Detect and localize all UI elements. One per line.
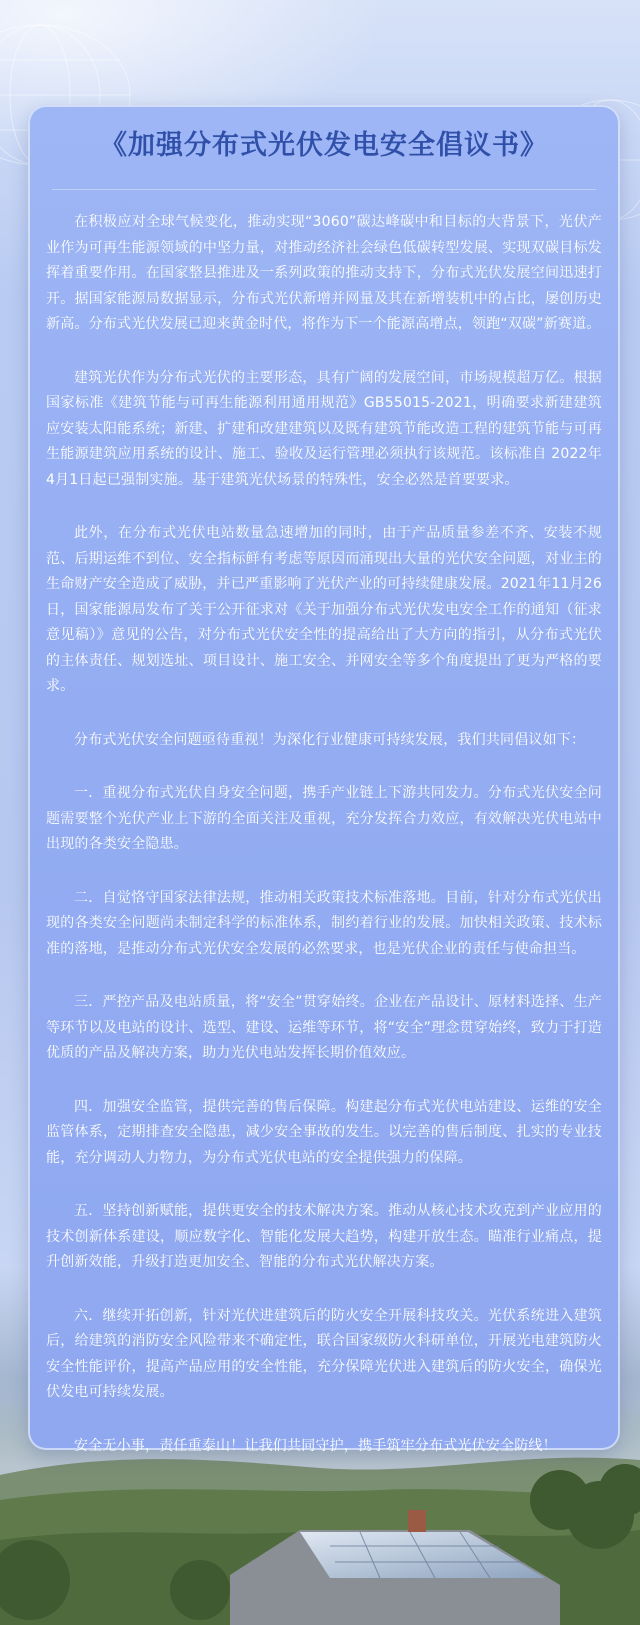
paragraph-proposal-lead: 分布式光伏安全问题亟待重视！为深化行业健康可持续发展，我们共同倡议如下： bbox=[74, 731, 586, 748]
paragraph-building-pv: 建筑光伏作为分布式光伏的主要形态，具有广阔的发展空间，市场规模超万亿。根据国家标准《建筑节能与可再生能源利用通用规范》GB55015-2021，明确要求新建建筑应安装太阳能系统；新建、扩建和改建建筑以及既有建筑节能改造工程的建筑节能与可再生能源建筑应用系统的设计、施工、验收及运行管理必须执行该规范。该标准自 2022年4月1日起已强制实施。基于建筑光伏场景的特殊性，安全必然是首要要求。 bbox=[46, 369, 602, 488]
page-title: 《加强分布式光伏发电安全倡议书》 bbox=[100, 130, 548, 161]
paragraph-safety-issues: 此外，在分布式光伏电站数量急速增加的同时，由于产品质量参差不齐、安装不规范、后期运维不到位、安全指标鲜有考虑等原因而涌现出大量的光伏安全问题，对业主的生命财产安全造成了威胁，并已严重影响了光伏产业的可持续健康发展。2021年11月26日，国家能源局发布了关于公开征求对《关于加强分布式光伏发电安全工作的通知（征求意见稿）》意见的公告，对分布式光伏安全性的提高给出了大方向的指引，从分布式光伏的主体责任、规划选址、项目设计、施工安全、并网安全等多个角度提出了更为严格的要求。 bbox=[46, 525, 602, 694]
proposal-item-5: 五．坚持创新赋能，提供更安全的技术解决方案。推动从核心技术攻克到产业应用的技术创新体系建设，顺应数字化、智能化发展大趋势，构建开放生态。瞄准行业痛点，提升创新效能，升级打造更加安全、智能的分布式光伏解决方案。 bbox=[46, 1203, 602, 1270]
proposal-item-3: 三．严控产品及电站质量，将“安全”贯穿始终。企业在产品设计、原材料选择、生产等环节以及电站的设计、选型、建设、运维等环节，将“安全”理念贯穿始终，致力于打造优质的产品及解决方案，助力光伏电站发挥长期价值效应。 bbox=[46, 994, 602, 1061]
proposal-item-1: 一．重视分布式光伏自身安全问题，携手产业链上下游共同发力。分布式光伏安全问题需要整个光伏产业上下游的全面关注及重视，充分发挥合力效应，有效解决光伏电站中出现的各类安全隐患。 bbox=[46, 785, 602, 852]
proposal-item-2: 二．自觉恪守国家法律法规，推动相关政策技术标准落地。目前，针对分布式光伏出现的各类安全问题尚未制定科学的标准体系，制约着行业的发展。加快相关政策、技术标准的落地，是推动分布式光伏安全发展的必然要求，也是光伏企业的责任与使命担当。 bbox=[46, 889, 602, 957]
closing-statement: 安全无小事，责任重泰山！让我们共同守护，携手筑牢分布式光伏安全防线！ bbox=[74, 1437, 557, 1454]
proposal-item-6: 六．继续开拓创新，针对光伏进建筑后的防火安全开展科技攻关。光伏系统进入建筑后，给建筑的消防安全风险带来不确定性，联合国家级防火科研单位，开展光电建筑防火安全性能评价，提高产品应用的安全性能，充分保障光伏进入建筑后的防火安全，确保光伏发电可持续发展。 bbox=[46, 1307, 602, 1400]
title-divider bbox=[52, 189, 596, 190]
paragraph-intro: 在积极应对全球气候变化，推动实现“3060”碳达峰碳中和目标的大背景下，光伏产业作为可再生能源领域的中坚力量，对推动经济社会绿色低碳转型发展、实现双碳目标发挥着重要作用。在国家整县推进及一系列政策的推动支持下，分布式光伏发展空间迅速打开。据国家能源局数据显示，分布式光伏新增并网量及其在新增装机中的占比，屡创历史新高。分布式光伏发展已迎来黄金时代，将作为下一个能源高增点，领跑“双碳”新赛道。 bbox=[46, 214, 602, 332]
proposal-card bbox=[28, 105, 620, 1454]
proposal-item-4: 四．加强安全监管，提供完善的售后保障。构建起分布式光伏电站建设、运维的安全监管体系，定期排查安全隐患，减少安全事故的发生。以完善的售后制度、扎实的专业技能，充分调动人力物力，为分布式光伏电站的安全提供强力的保障。 bbox=[46, 1098, 602, 1166]
article-body bbox=[46, 210, 602, 1459]
